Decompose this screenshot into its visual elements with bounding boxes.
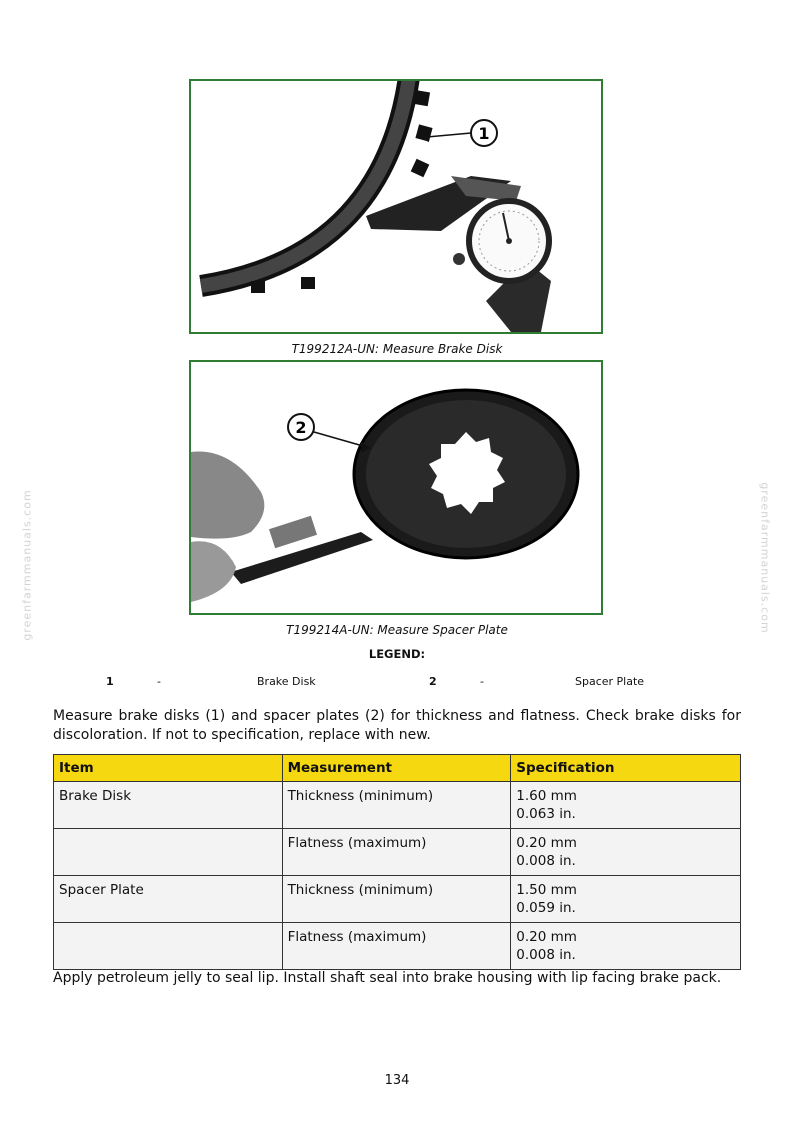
- legend-num-1: 1: [106, 675, 114, 688]
- table-row: [54, 876, 741, 923]
- spec-mm: 1.50 mm: [516, 882, 577, 898]
- cell-specification: [511, 829, 741, 876]
- table-row: [54, 782, 741, 829]
- header-item: Item: [54, 755, 283, 782]
- brake-disk-photo: [191, 81, 601, 332]
- spec-in: 0.008 in.: [516, 947, 576, 963]
- spec-mm: 1.60 mm: [516, 788, 577, 804]
- specification-table: [53, 754, 741, 970]
- legend-num-2: 2: [429, 675, 437, 688]
- legend-dash-1: -: [157, 675, 161, 688]
- table-header-row: [54, 755, 741, 782]
- callout-2: 2: [295, 418, 307, 437]
- figure-brake-disk: [189, 79, 603, 334]
- cell-item: [54, 829, 283, 876]
- cell-measurement: Thickness (minimum): [282, 782, 511, 829]
- legend-dash-2: -: [480, 675, 484, 688]
- figure-spacer-plate: [189, 360, 603, 615]
- header-specification: Specification: [511, 755, 741, 782]
- installation-paragraph: Apply petroleum jelly to seal lip. Install shaft seal into brake housing with lip facing brake pack.: [53, 970, 722, 986]
- watermark-right: greenfarmmanuals.com: [758, 482, 772, 634]
- spec-in: 0.059 in.: [516, 900, 576, 916]
- legend-title: LEGEND:: [368, 647, 426, 661]
- legend-label-1: Brake Disk: [257, 675, 316, 688]
- spacer-plate-photo: [191, 362, 601, 613]
- cell-measurement: Flatness (maximum): [282, 923, 511, 970]
- legend-label-2: Spacer Plate: [575, 675, 645, 688]
- spec-in: 0.008 in.: [516, 853, 576, 869]
- spec-mm: 0.20 mm: [516, 929, 577, 945]
- watermark-left: greenfarmmanuals.com: [20, 489, 34, 641]
- cell-measurement: Flatness (maximum): [282, 829, 511, 876]
- table-row: [54, 829, 741, 876]
- callout-1: 1: [478, 124, 490, 143]
- cell-measurement: Thickness (minimum): [282, 876, 511, 923]
- cell-specification: [511, 923, 741, 970]
- cell-item: Brake Disk: [54, 782, 283, 829]
- table-row: [54, 923, 741, 970]
- header-measurement: Measurement: [282, 755, 511, 782]
- cell-specification: [511, 782, 741, 829]
- spec-mm: 0.20 mm: [516, 835, 577, 851]
- spec-in: 0.063 in.: [516, 806, 576, 822]
- page-number: 134: [384, 1073, 410, 1088]
- cell-specification: [511, 876, 741, 923]
- figure-caption: T199214A-UN: Measure Spacer Plate: [286, 623, 508, 637]
- figure-caption: T199212A-UN: Measure Brake Disk: [291, 342, 503, 356]
- instruction-paragraph: Measure brake disks (1) and spacer plates (2) for thickness and flatness. Check brake disks for discoloration. If not to specification, replace with new.: [53, 708, 741, 743]
- cell-item: [54, 923, 283, 970]
- cell-item: Spacer Plate: [54, 876, 283, 923]
